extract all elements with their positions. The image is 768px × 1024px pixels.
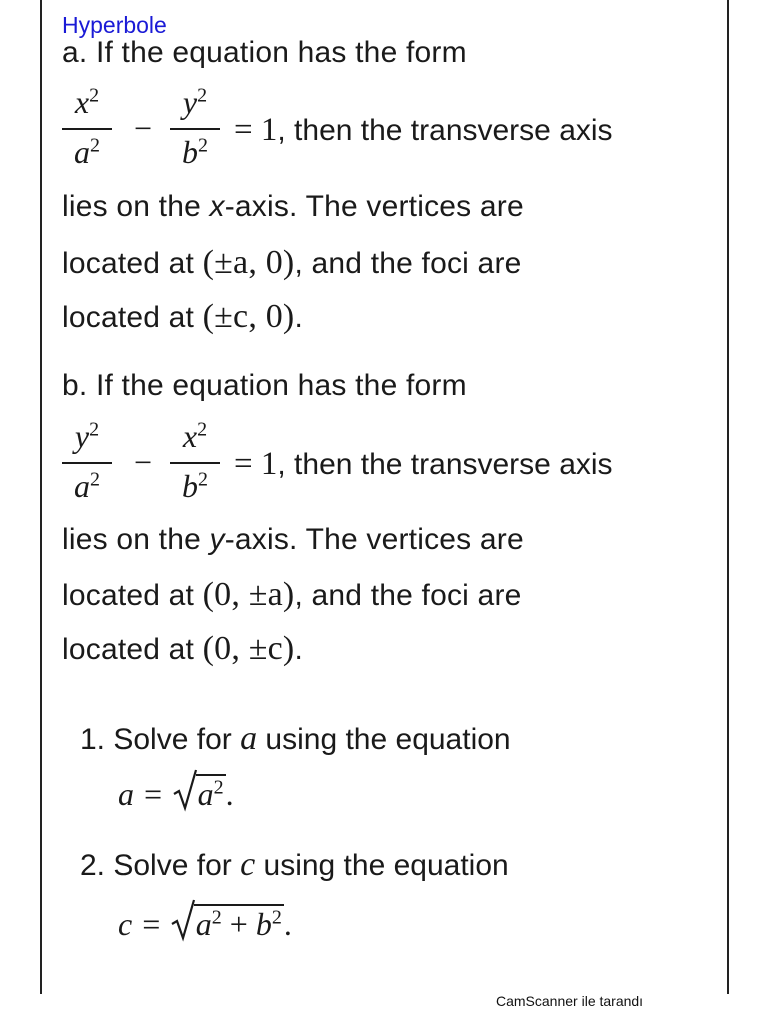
section-a-line3: located at (±c, 0). — [62, 298, 303, 335]
section-a-equation — [62, 82, 722, 182]
square-root: $a^2 + b^2$ — [170, 904, 284, 943]
camscanner-watermark: CamScanner ile tarandı — [496, 993, 644, 1009]
section-b-intro: b. If the equation has the form — [62, 369, 467, 402]
foci-a: (±c, 0) — [202, 298, 295, 335]
section-b-equation — [62, 416, 722, 516]
page-border-left — [40, 0, 42, 994]
section-b-line2: located at (0, ±a), and the foci are — [62, 576, 522, 613]
section-a-intro: a. If the equation has the form — [62, 36, 467, 69]
fraction-y2-over-b2: $y^2$ $b^2$ — [170, 82, 220, 182]
page-border-right — [727, 0, 729, 994]
minus-sign: − — [134, 110, 153, 146]
square-root: $a^2$ — [172, 774, 226, 813]
step-1-equation: a = $a^2$. — [118, 774, 234, 813]
section-b-line3: located at (0, ±c). — [62, 630, 303, 667]
step-1-text: 1. Solve for a using the equation — [80, 720, 511, 757]
fraction-x2-over-b2: $x^2$ $b^2$ — [170, 416, 220, 516]
minus-sign: − — [134, 444, 153, 480]
equation-rhs-text: = 1, then the transverse axis — [234, 446, 613, 482]
equation-rhs-text: = 1, then the transverse axis — [234, 112, 613, 148]
section-a-line1: lies on the x-axis. The vertices are — [62, 190, 524, 223]
fraction-y2-over-a2: $y^2$ $a^2$ — [62, 416, 112, 516]
document-heading: Hyperbole — [62, 12, 167, 38]
foci-b: (0, ±c) — [202, 630, 295, 667]
section-b-line1: lies on the y-axis. The vertices are — [62, 523, 524, 556]
step-2-equation: c = $a^2 + b^2$. — [118, 904, 292, 943]
section-a-line2: located at (±a, 0), and the foci are — [62, 244, 522, 281]
vertices-a: (±a, 0) — [202, 244, 295, 281]
step-2-text: 2. Solve for c using the equation — [80, 846, 509, 883]
vertices-b: (0, ±a) — [202, 576, 295, 613]
fraction-x2-over-a2: $x^2$ $a^2$ — [62, 82, 112, 182]
